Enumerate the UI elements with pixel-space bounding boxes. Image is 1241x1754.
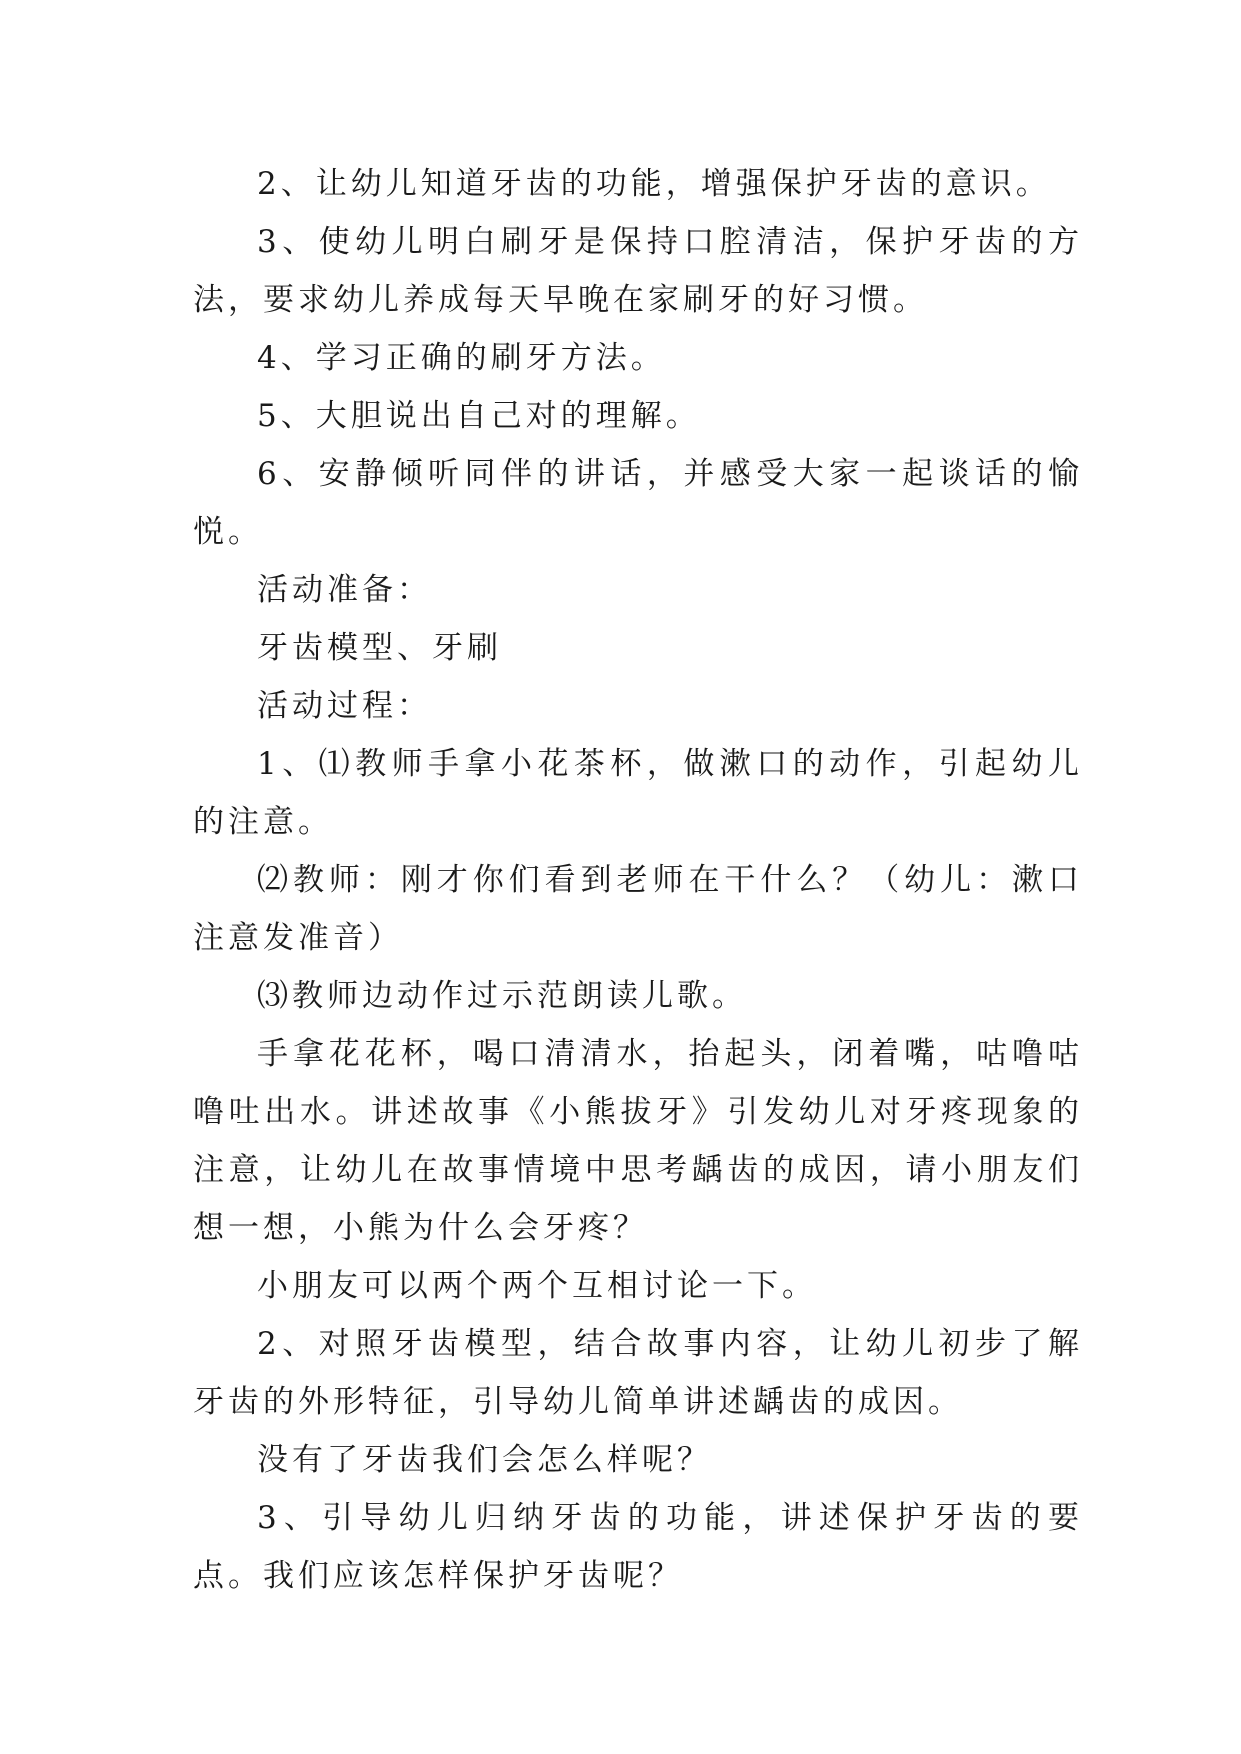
paragraph-rhyme-story: 手拿花花杯，喝口清清水，抬起头，闭着嘴，咕噜咕噜吐出水。讲述故事《小熊拔牙》引发幼儿对牙疼现象的注意，让幼儿在故事情境中思考龋齿的成因，请小朋友们想一想，小熊为什么会牙疼？ [193,1036,1083,1246]
paragraph-step-2: 2、对照牙齿模型，结合故事内容，让幼儿初步了解牙齿的外形特征，引导幼儿简单讲述龋齿的成因。 [193,1326,1083,1420]
paragraph-materials: 牙齿模型、牙刷 [257,630,502,666]
paragraph-goal-2: 2、让幼儿知道牙齿的功能，增强保护牙齿的意识。 [257,166,1051,202]
body-text [193,155,1083,1605]
paragraph-goal-5: 5、大胆说出自己对的理解。 [257,398,701,434]
paragraph-goal-4: 4、学习正确的刷牙方法。 [257,340,666,376]
paragraph-step-3: 3、引导幼儿归纳牙齿的功能，讲述保护牙齿的要点。我们应该怎样保护牙齿呢？ [193,1500,1083,1594]
paragraph-step-1-2: ⑵教师：刚才你们看到老师在干什么？（幼儿：漱口注意发准音） [193,862,1083,956]
paragraph-step-1-3: ⑶教师边动作过示范朗读儿歌。 [257,978,747,1014]
heading-preparation: 活动准备： [257,572,432,608]
paragraph-discussion: 小朋友可以两个两个互相讨论一下。 [257,1268,817,1304]
heading-process: 活动过程： [257,688,432,724]
paragraph-goal-3: 3、使幼儿明白刷牙是保持口腔清洁，保护牙齿的方法，要求幼儿养成每天早晚在家刷牙的好习惯。 [193,224,1083,318]
paragraph-question: 没有了牙齿我们会怎么样呢？ [257,1442,712,1478]
paragraph-goal-6: 6、安静倾听同伴的讲话，并感受大家一起谈话的愉悦。 [193,456,1083,550]
paragraph-step-1: 1、⑴教师手拿小花茶杯，做漱口的动作，引起幼儿的注意。 [193,746,1083,840]
